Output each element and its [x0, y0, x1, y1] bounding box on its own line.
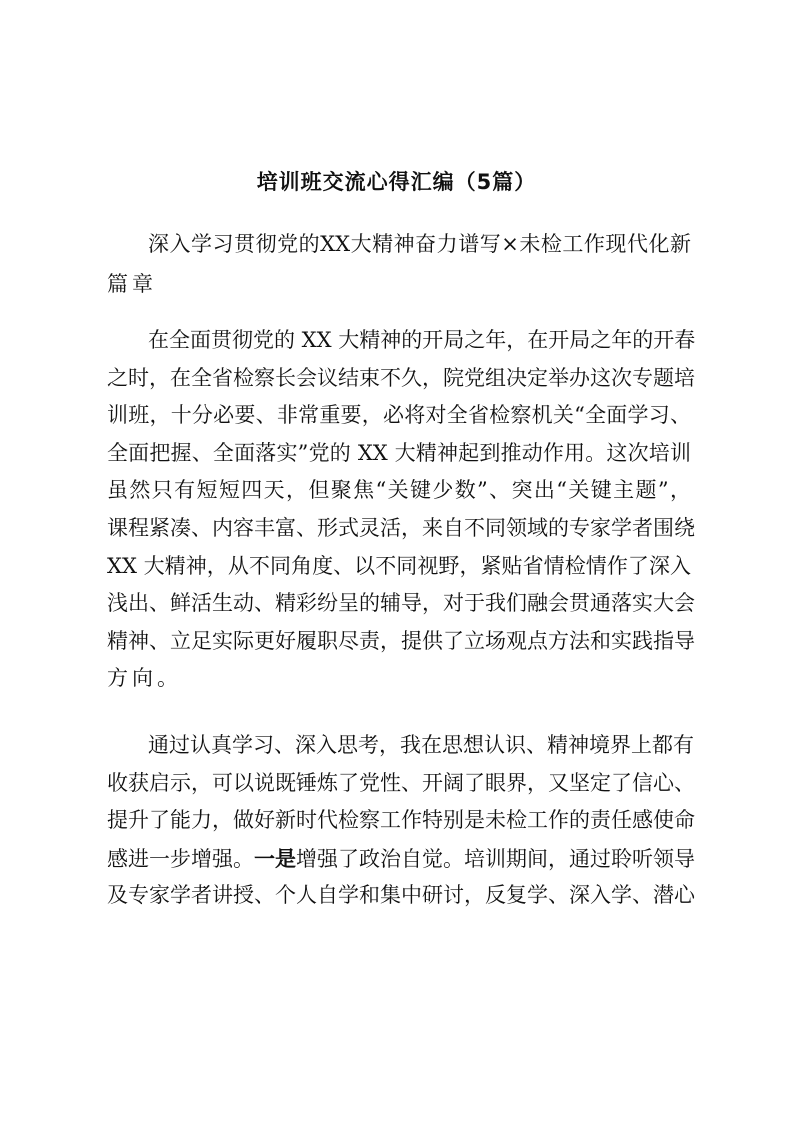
text-line: 在全面贯彻党的 XX 大精神的开局之年，在开局之年的开春 [148, 328, 696, 352]
text-line: 虽然只有短短四天，但聚焦“关键少数”、突出“关键主题”， [107, 478, 691, 503]
text-line: 提升了能力，做好新时代检察工作特别是未检工作的责任感使命 [107, 808, 695, 833]
text-line: 方向。 [107, 666, 182, 691]
text-line: 收获启示，可以说既锤炼了党性、开阔了眼界，又坚定了信心、 [107, 770, 695, 795]
text-line: 精神、立足实际更好履职尽责，提供了立场观点方法和实践指导 [107, 628, 695, 653]
subtitle-line: 深入学习贯彻党的XX大精神奋力谱写×未检工作现代化新 [148, 232, 691, 256]
text-segment: 增强了政治自觉。培训期间，通过聆听领导 [296, 846, 695, 871]
subtitle [107, 224, 691, 304]
text-line: 课程紧凑、内容丰富、形式灵活，来自不同领域的专家学者围绕 [107, 515, 695, 540]
document-title: 培训班交流心得汇编（5篇） [256, 170, 537, 194]
bold-lead: 一是 [254, 845, 296, 871]
paragraph-1 [107, 322, 696, 698]
text-line: 全面把握、全面落实”党的 XX 大精神起到推动作用。这次培训 [107, 440, 691, 465]
text-line: XX 大精神，从不同角度、以不同视野，紧贴省情检情作了深入 [107, 553, 691, 578]
subtitle-line: 篇章 [107, 272, 157, 296]
text-line: 通过认真学习、深入思考，我在思想认识、精神境界上都有 [148, 733, 694, 757]
text-segment: 感进一步增强。 [107, 846, 254, 871]
text-line [107, 840, 695, 878]
text-line: 及专家学者讲授、个人自学和集中研讨，反复学、深入学、潜心 [107, 883, 695, 908]
text-line: 浅出、鲜活生动、精彩纷呈的辅导，对于我们融会贯通落实大会 [107, 591, 695, 616]
text-line: 之时，在全省检察长会议结束不久，院党组决定举办这次专题培 [107, 365, 695, 390]
paragraph-2 [107, 727, 695, 915]
text-line: 训班，十分必要、非常重要，必将对全省检察机关“全面学习、 [107, 403, 691, 428]
